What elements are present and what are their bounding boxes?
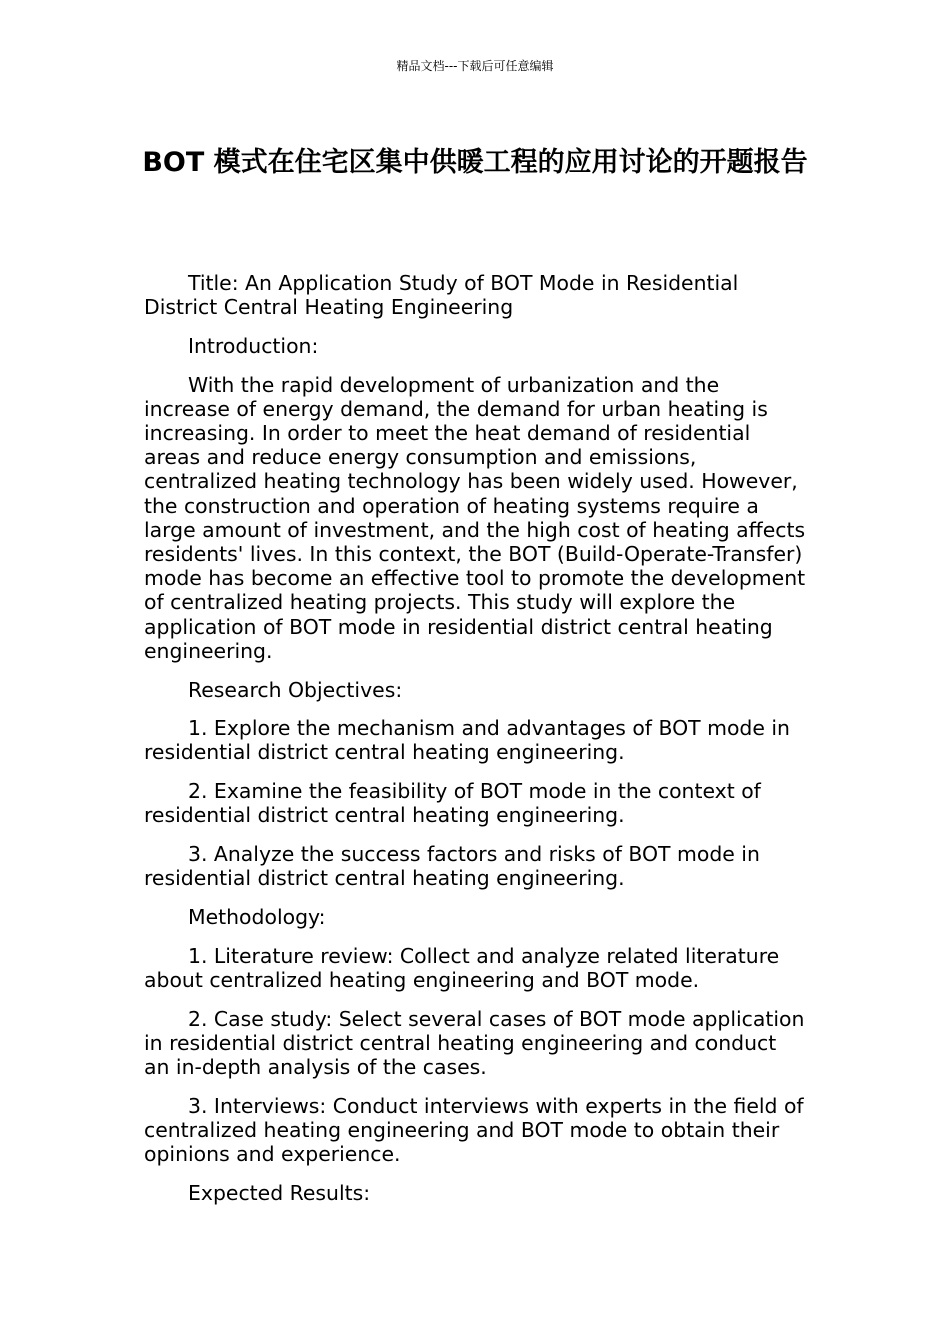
heading-expected-results: Expected Results:	[188, 1180, 371, 1205]
objective-item: 3. Analyze the success factors and risks of BOT mode in residential district central heating engineering.	[144, 842, 760, 891]
objective-item: 2. Examine the feasibility of BOT mode in the context of residential district central heating engineering.	[144, 779, 761, 828]
document-title: BOT 模式在住宅区集中供暖工程的应用讨论的开题报告	[142, 147, 808, 178]
heading-research-objectives: Research Objectives:	[188, 677, 403, 702]
paragraph-introduction: With the rapid development of urbanization and the increase of energy demand, the demand for urban heating is increasing. In order to meet the heat demand of residential areas and reduce energy consumption and emissions, centralized heating technology has been widely used. However, the construction and operation of heating systems require a large amount of investment, and the high cost of heating affects residents' lives. In this context, the BOT (Build-Operate-Transfer) mode has become an effective tool to promote the development of centralized heating projects. This study will explore the application of BOT mode in residential district central heating engineering.	[144, 372, 806, 663]
page-header-note: 精品文档---下载后可任意编辑	[396, 59, 554, 73]
methodology-item: 2. Case study: Select several cases of BOT mode application in residential district central heating engineering and conduct an in-depth analysis of the cases.	[144, 1006, 805, 1079]
methodology-item: 1. Literature review: Collect and analyze related literature about centralized heating engineering and BOT mode.	[144, 943, 780, 992]
paragraph-title-line: Title: An Application Study of BOT Mode in Residential District Central Heating Engineering	[144, 271, 739, 320]
heading-methodology: Methodology:	[188, 904, 326, 929]
heading-introduction: Introduction:	[188, 333, 319, 358]
methodology-item: 3. Interviews: Conduct interviews with experts in the field of centralized heating engineering and BOT mode to obtain their opinions and experience.	[144, 1093, 804, 1167]
document-body	[144, 271, 806, 1220]
objective-item: 1. Explore the mechanism and advantages of BOT mode in residential district central heating engineering.	[144, 716, 790, 765]
